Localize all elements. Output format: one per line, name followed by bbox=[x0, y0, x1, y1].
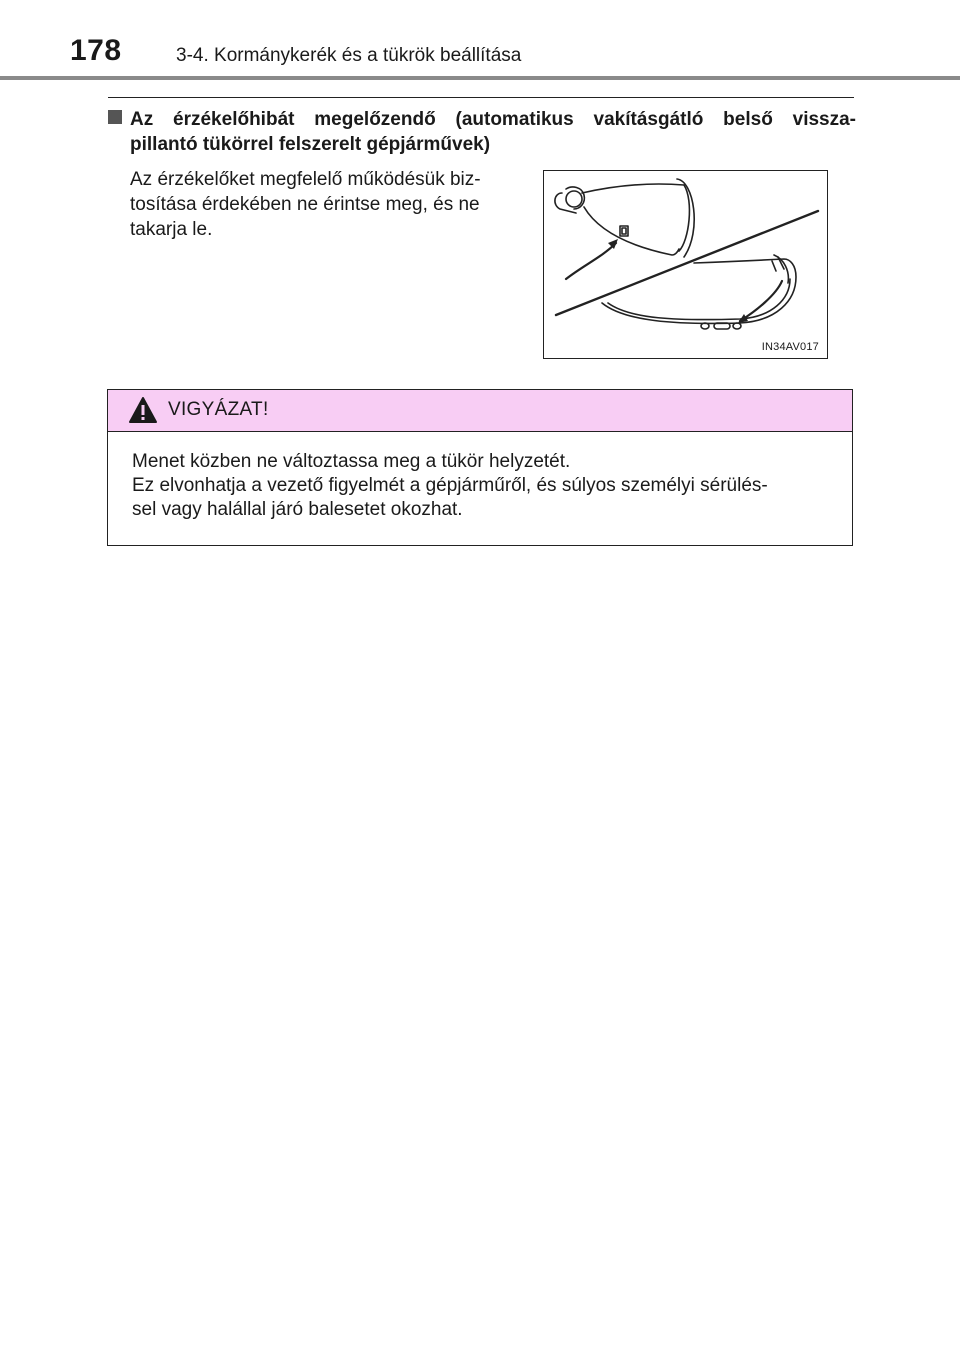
caution-title: VIGYÁZAT! bbox=[168, 399, 269, 420]
page-number: 178 bbox=[70, 34, 122, 67]
body-line: takarja le. bbox=[130, 219, 213, 240]
subsection-divider bbox=[108, 97, 854, 98]
heading-line-2: pillantó tükörrel felszerelt gépjárművek) bbox=[130, 134, 491, 155]
caution-line: Menet közben ne változtassa meg a tükör helyzetét. bbox=[132, 451, 571, 472]
heading-line-1 bbox=[108, 107, 856, 132]
caution-line: Ez elvonhatja a vezető figyelmét a gépjárműről, és súlyos személyi sérülés- bbox=[132, 475, 768, 496]
warning-triangle-icon bbox=[128, 396, 158, 424]
mirror-sensor-drawing bbox=[544, 171, 828, 359]
body-line: tosítása érdekében ne érintse meg, és ne bbox=[130, 194, 480, 215]
caution-box bbox=[107, 389, 853, 546]
caution-line: sel vagy halállal járó balesetet okozhat. bbox=[132, 499, 463, 520]
subsection-heading bbox=[108, 107, 856, 157]
section-title: 3-4. Kormánykerék és a tükrök beállítása bbox=[176, 45, 522, 66]
caution-text bbox=[132, 450, 838, 522]
caution-header bbox=[108, 390, 852, 432]
figure-code: IN34AV017 bbox=[761, 341, 819, 353]
header-divider bbox=[0, 76, 960, 80]
rearview-mirror-sensor-illustration bbox=[543, 170, 828, 359]
body-paragraph bbox=[130, 167, 525, 242]
heading-line-1-text: Az érzékelőhibát megelőzendő (automatikus vakításgátló belső vissza- bbox=[130, 109, 856, 130]
square-bullet-icon bbox=[108, 110, 122, 124]
body-line: Az érzékelőket megfelelő működésük biz- bbox=[130, 169, 481, 190]
